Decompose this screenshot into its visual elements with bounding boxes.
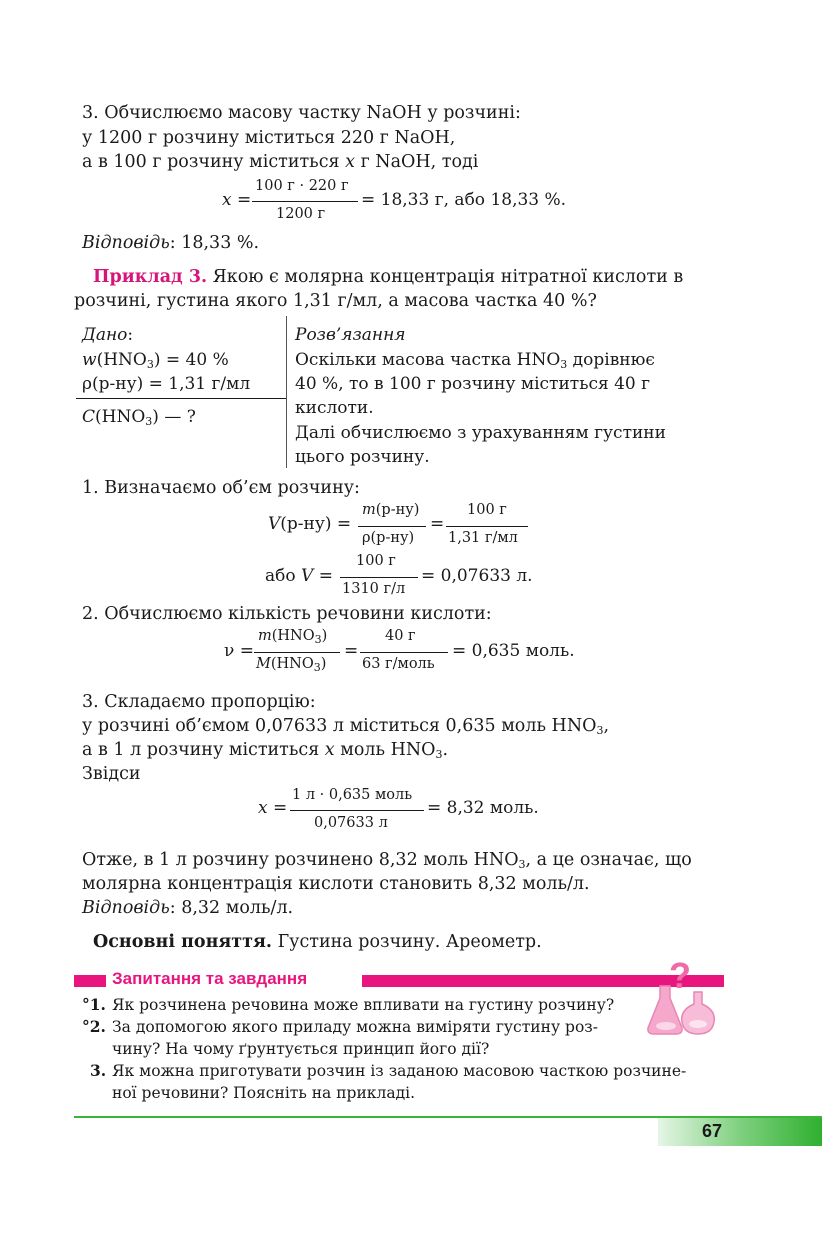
question-1: Як розчинена речовина може впливати на густину розчину?: [112, 996, 615, 1014]
find-c: $C(HNO_3)$ — ?: [82, 407, 196, 428]
answer-2: Відповідь: 8,32 моль/л.: [82, 898, 294, 918]
solution-line1: Оскільки масова частка $HNO_3$ дорівнює: [295, 350, 655, 371]
svg-text:?: ?: [669, 958, 691, 996]
page-number-band: [658, 1118, 822, 1146]
conclusion-line1: Отже, в 1 л розчину розчинено 8,32 моль $HNO_3$, а це означає, що: [82, 850, 692, 871]
solution-title: Розв’язання: [295, 325, 406, 345]
question-2-line2: чину? На чому ґрунтується принцип його дії?: [112, 1040, 490, 1058]
question-3-number: 3.: [90, 1061, 107, 1080]
solution-line2: 40 %, то в 100 г розчину міститься 40 г: [295, 374, 651, 394]
solution-line4: Далі обчислюємо з урахуванням густини: [295, 423, 666, 443]
step3b-line3: а в 1 л розчину міститься x моль $HNO_3$.: [82, 740, 449, 761]
step3b-line1: 3. Складаємо пропорцію:: [82, 692, 316, 712]
question-3-line2: ної речовини? Поясніть на прикладі.: [112, 1084, 415, 1102]
given-rho: ρ(р-ну) = 1,31 г/мл: [82, 374, 251, 394]
step3-line1: 3. Обчислюємо масову частку NaOH у розчині:: [82, 103, 521, 123]
solution-line3: кислоти.: [295, 398, 374, 418]
flasks-question-icon: [636, 958, 726, 1038]
basic-concepts: Основні поняття. Густина розчину. Ареометр.: [93, 932, 542, 952]
step3b-line2: у розчині об’ємом 0,07633 л міститься 0,635 моль $HNO_3$,: [82, 716, 610, 737]
step3b-line4: Звідси: [82, 764, 141, 784]
step3-line3: а в 100 г розчину міститься x г NaOH, тоді: [82, 152, 479, 172]
divider-given: [76, 398, 286, 399]
solution-line5: цього розчину.: [295, 447, 430, 467]
questions-heading: Запитання та завдання: [112, 969, 308, 988]
example3-line2: розчині, густина якого 1,31 г/мл, а масова частка 40 %?: [74, 291, 597, 311]
divider-vertical: [286, 316, 287, 468]
answer-1: Відповідь: 18,33 %.: [82, 233, 260, 253]
question-2-number: °2.: [82, 1017, 106, 1036]
question-1-number: °1.: [82, 995, 106, 1014]
heading-bar-left: [74, 975, 106, 987]
example3-line1: Приклад 3. Якою є молярна концентрація нітратної кислоти в: [93, 267, 684, 287]
given-title: Дано:: [82, 325, 134, 345]
question-2-line1: За допомогою якого приладу можна виміряти густину роз-: [112, 1018, 598, 1036]
conclusion-line2: молярна концентрація кислоти становить 8,32 моль/л.: [82, 874, 590, 894]
question-3-line1: Як можна приготувати розчин із заданою масовою часткою розчине-: [112, 1062, 687, 1080]
step1: 1. Визначаємо об’єм розчину:: [82, 478, 360, 498]
given-w: $w(HNO_3) = 40$ %: [82, 350, 229, 371]
step3-line2: у 1200 г розчину міститься 220 г NaOH,: [82, 128, 456, 148]
step2: 2. Обчислюємо кількість речовини кислоти:: [82, 604, 492, 624]
page-number: 67: [702, 1121, 723, 1141]
